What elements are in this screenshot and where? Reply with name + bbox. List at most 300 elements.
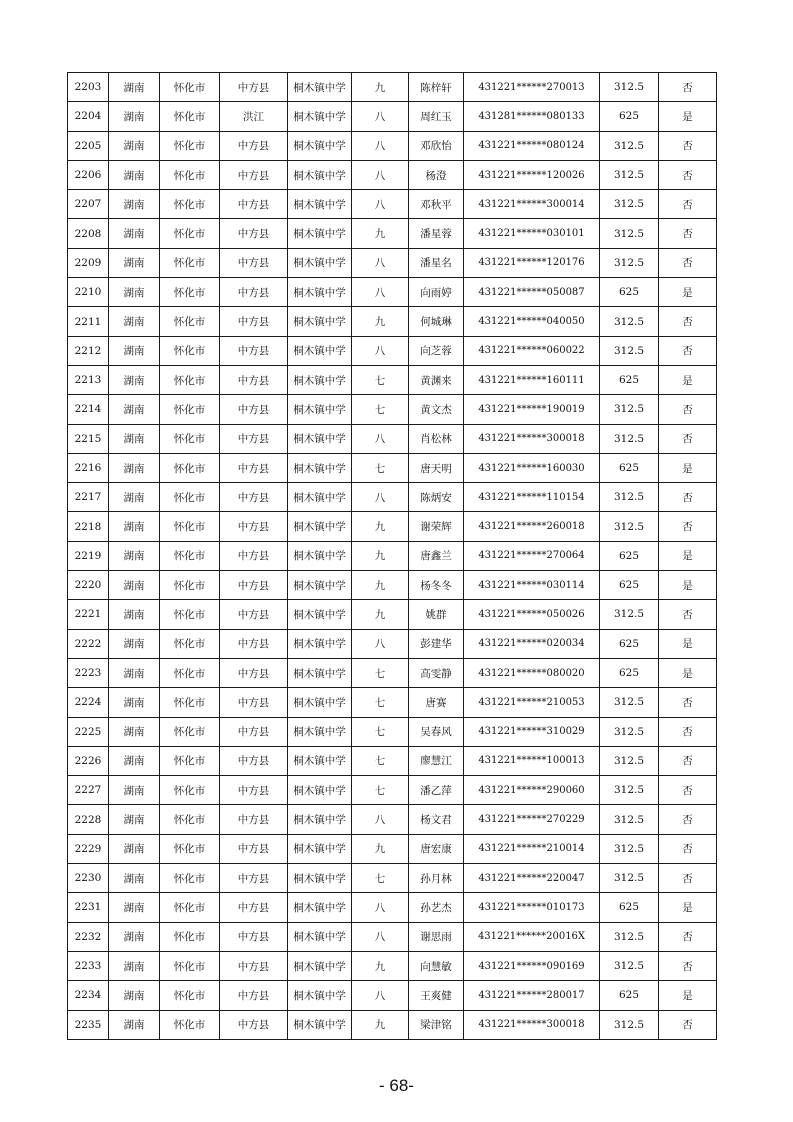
table-row bbox=[68, 834, 717, 863]
id-number-cell: 431221******300018 bbox=[464, 424, 600, 453]
grade-cell: 八 bbox=[352, 278, 409, 307]
flag-cell: 是 bbox=[659, 365, 717, 394]
student-name-cell: 向芝蓉 bbox=[409, 336, 464, 365]
table-row bbox=[68, 629, 717, 658]
province-cell: 湖南 bbox=[109, 131, 160, 160]
id-number-cell: 431221******080020 bbox=[464, 658, 600, 687]
city-cell: 怀化市 bbox=[160, 864, 220, 893]
id-number-cell: 431221******080124 bbox=[464, 131, 600, 160]
id-number-cell: 431221******120026 bbox=[464, 160, 600, 189]
school-cell: 桐木镇中学 bbox=[288, 922, 352, 951]
id-number-cell: 431221******050026 bbox=[464, 600, 600, 629]
grade-cell: 九 bbox=[352, 307, 409, 336]
school-cell: 桐木镇中学 bbox=[288, 541, 352, 570]
flag-cell: 是 bbox=[659, 453, 717, 482]
row-number-cell: 2223 bbox=[68, 658, 109, 687]
id-number-cell: 431221******270229 bbox=[464, 805, 600, 834]
table-row bbox=[68, 248, 717, 277]
province-cell: 湖南 bbox=[109, 776, 160, 805]
id-number-cell: 431221******300014 bbox=[464, 190, 600, 219]
city-cell: 怀化市 bbox=[160, 219, 220, 248]
city-cell: 怀化市 bbox=[160, 571, 220, 600]
county-cell: 中方县 bbox=[220, 776, 288, 805]
school-cell: 桐木镇中学 bbox=[288, 776, 352, 805]
table-row bbox=[68, 541, 717, 570]
id-number-cell: 431221******110154 bbox=[464, 483, 600, 512]
city-cell: 怀化市 bbox=[160, 746, 220, 775]
student-name-cell: 邓欣怡 bbox=[409, 131, 464, 160]
amount-cell: 312.5 bbox=[600, 834, 659, 863]
grade-cell: 八 bbox=[352, 336, 409, 365]
flag-cell: 否 bbox=[659, 717, 717, 746]
row-number-cell: 2209 bbox=[68, 248, 109, 277]
flag-cell: 是 bbox=[659, 658, 717, 687]
amount-cell: 312.5 bbox=[600, 336, 659, 365]
school-cell: 桐木镇中学 bbox=[288, 1010, 352, 1039]
province-cell: 湖南 bbox=[109, 629, 160, 658]
county-cell: 中方县 bbox=[220, 307, 288, 336]
row-number-cell: 2221 bbox=[68, 600, 109, 629]
province-cell: 湖南 bbox=[109, 73, 160, 102]
table-row bbox=[68, 746, 717, 775]
amount-cell: 625 bbox=[600, 629, 659, 658]
city-cell: 怀化市 bbox=[160, 776, 220, 805]
flag-cell: 是 bbox=[659, 981, 717, 1010]
id-number-cell: 431221******210053 bbox=[464, 688, 600, 717]
school-cell: 桐木镇中学 bbox=[288, 746, 352, 775]
amount-cell: 312.5 bbox=[600, 131, 659, 160]
table-row bbox=[68, 571, 717, 600]
id-number-cell: 431281******080133 bbox=[464, 102, 600, 131]
school-cell: 桐木镇中学 bbox=[288, 834, 352, 863]
province-cell: 湖南 bbox=[109, 688, 160, 717]
province-cell: 湖南 bbox=[109, 805, 160, 834]
grade-cell: 八 bbox=[352, 805, 409, 834]
id-number-cell: 431221******060022 bbox=[464, 336, 600, 365]
flag-cell: 否 bbox=[659, 424, 717, 453]
grade-cell: 八 bbox=[352, 424, 409, 453]
row-number-cell: 2216 bbox=[68, 453, 109, 482]
student-name-cell: 肖松林 bbox=[409, 424, 464, 453]
grade-cell: 七 bbox=[352, 658, 409, 687]
county-cell: 中方县 bbox=[220, 483, 288, 512]
flag-cell: 否 bbox=[659, 512, 717, 541]
province-cell: 湖南 bbox=[109, 160, 160, 189]
school-cell: 桐木镇中学 bbox=[288, 512, 352, 541]
table-row bbox=[68, 278, 717, 307]
school-cell: 桐木镇中学 bbox=[288, 248, 352, 277]
table-row bbox=[68, 424, 717, 453]
grade-cell: 八 bbox=[352, 102, 409, 131]
city-cell: 怀化市 bbox=[160, 717, 220, 746]
table-row bbox=[68, 219, 717, 248]
flag-cell: 否 bbox=[659, 805, 717, 834]
county-cell: 中方县 bbox=[220, 629, 288, 658]
page-number: - 68- bbox=[379, 1076, 414, 1095]
row-number-cell: 2232 bbox=[68, 922, 109, 951]
province-cell: 湖南 bbox=[109, 336, 160, 365]
table-row bbox=[68, 336, 717, 365]
row-number-cell: 2218 bbox=[68, 512, 109, 541]
table-row bbox=[68, 864, 717, 893]
amount-cell: 312.5 bbox=[600, 483, 659, 512]
amount-cell: 312.5 bbox=[600, 805, 659, 834]
id-number-cell: 431221******270013 bbox=[464, 73, 600, 102]
student-name-cell: 陈炳安 bbox=[409, 483, 464, 512]
amount-cell: 312.5 bbox=[600, 248, 659, 277]
id-number-cell: 431221******260018 bbox=[464, 512, 600, 541]
province-cell: 湖南 bbox=[109, 102, 160, 131]
grade-cell: 八 bbox=[352, 160, 409, 189]
county-cell: 中方县 bbox=[220, 541, 288, 570]
province-cell: 湖南 bbox=[109, 981, 160, 1010]
row-number-cell: 2233 bbox=[68, 951, 109, 980]
id-number-cell: 431221******220047 bbox=[464, 864, 600, 893]
id-number-cell: 431221******290060 bbox=[464, 776, 600, 805]
flag-cell: 否 bbox=[659, 190, 717, 219]
grade-cell: 九 bbox=[352, 600, 409, 629]
grade-cell: 七 bbox=[352, 453, 409, 482]
flag-cell: 是 bbox=[659, 893, 717, 922]
amount-cell: 312.5 bbox=[600, 395, 659, 424]
school-cell: 桐木镇中学 bbox=[288, 805, 352, 834]
city-cell: 怀化市 bbox=[160, 1010, 220, 1039]
id-number-cell: 431221******030101 bbox=[464, 219, 600, 248]
city-cell: 怀化市 bbox=[160, 981, 220, 1010]
grade-cell: 七 bbox=[352, 746, 409, 775]
flag-cell: 否 bbox=[659, 776, 717, 805]
province-cell: 湖南 bbox=[109, 453, 160, 482]
table-row bbox=[68, 307, 717, 336]
amount-cell: 312.5 bbox=[600, 951, 659, 980]
school-cell: 桐木镇中学 bbox=[288, 190, 352, 219]
grade-cell: 七 bbox=[352, 864, 409, 893]
city-cell: 怀化市 bbox=[160, 131, 220, 160]
amount-cell: 625 bbox=[600, 365, 659, 394]
grade-cell: 八 bbox=[352, 131, 409, 160]
county-cell: 中方县 bbox=[220, 1010, 288, 1039]
school-cell: 桐木镇中学 bbox=[288, 981, 352, 1010]
flag-cell: 是 bbox=[659, 541, 717, 570]
row-number-cell: 2210 bbox=[68, 278, 109, 307]
table-row bbox=[68, 73, 717, 102]
county-cell: 中方县 bbox=[220, 981, 288, 1010]
flag-cell: 否 bbox=[659, 834, 717, 863]
flag-cell: 否 bbox=[659, 131, 717, 160]
grade-cell: 九 bbox=[352, 541, 409, 570]
school-cell: 桐木镇中学 bbox=[288, 278, 352, 307]
student-name-cell: 杨澄 bbox=[409, 160, 464, 189]
id-number-cell: 431221******280017 bbox=[464, 981, 600, 1010]
school-cell: 桐木镇中学 bbox=[288, 336, 352, 365]
amount-cell: 312.5 bbox=[600, 600, 659, 629]
city-cell: 怀化市 bbox=[160, 629, 220, 658]
id-number-cell: 431221******120176 bbox=[464, 248, 600, 277]
county-cell: 中方县 bbox=[220, 571, 288, 600]
student-name-cell: 廖慧江 bbox=[409, 746, 464, 775]
province-cell: 湖南 bbox=[109, 746, 160, 775]
flag-cell: 否 bbox=[659, 395, 717, 424]
subsidy-table bbox=[67, 72, 717, 1040]
row-number-cell: 2213 bbox=[68, 365, 109, 394]
school-cell: 桐木镇中学 bbox=[288, 717, 352, 746]
student-name-cell: 唐天明 bbox=[409, 453, 464, 482]
grade-cell: 八 bbox=[352, 981, 409, 1010]
amount-cell: 625 bbox=[600, 278, 659, 307]
table-row bbox=[68, 395, 717, 424]
table-row bbox=[68, 453, 717, 482]
table-row bbox=[68, 981, 717, 1010]
city-cell: 怀化市 bbox=[160, 893, 220, 922]
flag-cell: 否 bbox=[659, 160, 717, 189]
id-number-cell: 431221******270064 bbox=[464, 541, 600, 570]
grade-cell: 九 bbox=[352, 73, 409, 102]
student-name-cell: 彭建华 bbox=[409, 629, 464, 658]
row-number-cell: 2224 bbox=[68, 688, 109, 717]
school-cell: 桐木镇中学 bbox=[288, 395, 352, 424]
school-cell: 桐木镇中学 bbox=[288, 600, 352, 629]
student-name-cell: 黄文杰 bbox=[409, 395, 464, 424]
county-cell: 中方县 bbox=[220, 864, 288, 893]
table-body bbox=[68, 73, 717, 1040]
row-number-cell: 2205 bbox=[68, 131, 109, 160]
row-number-cell: 2204 bbox=[68, 102, 109, 131]
student-name-cell: 周红玉 bbox=[409, 102, 464, 131]
student-name-cell: 吴春风 bbox=[409, 717, 464, 746]
county-cell: 中方县 bbox=[220, 746, 288, 775]
table-row bbox=[68, 600, 717, 629]
table-row bbox=[68, 717, 717, 746]
flag-cell: 否 bbox=[659, 1010, 717, 1039]
flag-cell: 否 bbox=[659, 248, 717, 277]
city-cell: 怀化市 bbox=[160, 424, 220, 453]
province-cell: 湖南 bbox=[109, 512, 160, 541]
city-cell: 怀化市 bbox=[160, 453, 220, 482]
school-cell: 桐木镇中学 bbox=[288, 365, 352, 394]
flag-cell: 否 bbox=[659, 688, 717, 717]
school-cell: 桐木镇中学 bbox=[288, 864, 352, 893]
table-row bbox=[68, 512, 717, 541]
school-cell: 桐木镇中学 bbox=[288, 73, 352, 102]
row-number-cell: 2208 bbox=[68, 219, 109, 248]
row-number-cell: 2228 bbox=[68, 805, 109, 834]
school-cell: 桐木镇中学 bbox=[288, 131, 352, 160]
student-name-cell: 黄渊来 bbox=[409, 365, 464, 394]
id-number-cell: 431221******300018 bbox=[464, 1010, 600, 1039]
row-number-cell: 2231 bbox=[68, 893, 109, 922]
province-cell: 湖南 bbox=[109, 248, 160, 277]
city-cell: 怀化市 bbox=[160, 395, 220, 424]
county-cell: 中方县 bbox=[220, 893, 288, 922]
grade-cell: 九 bbox=[352, 1010, 409, 1039]
id-number-cell: 431221******20016X bbox=[464, 922, 600, 951]
city-cell: 怀化市 bbox=[160, 483, 220, 512]
school-cell: 桐木镇中学 bbox=[288, 658, 352, 687]
flag-cell: 否 bbox=[659, 307, 717, 336]
county-cell: 中方县 bbox=[220, 600, 288, 629]
amount-cell: 312.5 bbox=[600, 746, 659, 775]
table-row bbox=[68, 1010, 717, 1039]
province-cell: 湖南 bbox=[109, 219, 160, 248]
city-cell: 怀化市 bbox=[160, 307, 220, 336]
table-row bbox=[68, 688, 717, 717]
county-cell: 中方县 bbox=[220, 688, 288, 717]
county-cell: 中方县 bbox=[220, 805, 288, 834]
row-number-cell: 2219 bbox=[68, 541, 109, 570]
row-number-cell: 2230 bbox=[68, 864, 109, 893]
id-number-cell: 431221******190019 bbox=[464, 395, 600, 424]
id-number-cell: 431221******040050 bbox=[464, 307, 600, 336]
grade-cell: 七 bbox=[352, 688, 409, 717]
city-cell: 怀化市 bbox=[160, 248, 220, 277]
province-cell: 湖南 bbox=[109, 483, 160, 512]
flag-cell: 否 bbox=[659, 73, 717, 102]
table-row bbox=[68, 893, 717, 922]
amount-cell: 312.5 bbox=[600, 190, 659, 219]
amount-cell: 312.5 bbox=[600, 922, 659, 951]
county-cell: 中方县 bbox=[220, 336, 288, 365]
flag-cell: 是 bbox=[659, 629, 717, 658]
county-cell: 中方县 bbox=[220, 717, 288, 746]
county-cell: 中方县 bbox=[220, 131, 288, 160]
city-cell: 怀化市 bbox=[160, 834, 220, 863]
grade-cell: 七 bbox=[352, 365, 409, 394]
amount-cell: 312.5 bbox=[600, 73, 659, 102]
flag-cell: 否 bbox=[659, 951, 717, 980]
school-cell: 桐木镇中学 bbox=[288, 688, 352, 717]
id-number-cell: 431221******160111 bbox=[464, 365, 600, 394]
province-cell: 湖南 bbox=[109, 1010, 160, 1039]
row-number-cell: 2234 bbox=[68, 981, 109, 1010]
row-number-cell: 2227 bbox=[68, 776, 109, 805]
amount-cell: 312.5 bbox=[600, 219, 659, 248]
county-cell: 洪江 bbox=[220, 102, 288, 131]
id-number-cell: 431221******030114 bbox=[464, 571, 600, 600]
id-number-cell: 431221******050087 bbox=[464, 278, 600, 307]
school-cell: 桐木镇中学 bbox=[288, 629, 352, 658]
province-cell: 湖南 bbox=[109, 834, 160, 863]
student-name-cell: 高雯静 bbox=[409, 658, 464, 687]
row-number-cell: 2206 bbox=[68, 160, 109, 189]
province-cell: 湖南 bbox=[109, 658, 160, 687]
row-number-cell: 2229 bbox=[68, 834, 109, 863]
county-cell: 中方县 bbox=[220, 453, 288, 482]
county-cell: 中方县 bbox=[220, 951, 288, 980]
table-row bbox=[68, 365, 717, 394]
table-row bbox=[68, 190, 717, 219]
county-cell: 中方县 bbox=[220, 922, 288, 951]
school-cell: 桐木镇中学 bbox=[288, 424, 352, 453]
school-cell: 桐木镇中学 bbox=[288, 160, 352, 189]
row-number-cell: 2211 bbox=[68, 307, 109, 336]
student-name-cell: 王爽健 bbox=[409, 981, 464, 1010]
city-cell: 怀化市 bbox=[160, 688, 220, 717]
student-name-cell: 向雨婷 bbox=[409, 278, 464, 307]
table-row bbox=[68, 951, 717, 980]
province-cell: 湖南 bbox=[109, 541, 160, 570]
row-number-cell: 2212 bbox=[68, 336, 109, 365]
amount-cell: 312.5 bbox=[600, 717, 659, 746]
city-cell: 怀化市 bbox=[160, 278, 220, 307]
city-cell: 怀化市 bbox=[160, 541, 220, 570]
id-number-cell: 431221******210014 bbox=[464, 834, 600, 863]
school-cell: 桐木镇中学 bbox=[288, 951, 352, 980]
city-cell: 怀化市 bbox=[160, 102, 220, 131]
flag-cell: 否 bbox=[659, 219, 717, 248]
row-number-cell: 2215 bbox=[68, 424, 109, 453]
table-row bbox=[68, 658, 717, 687]
school-cell: 桐木镇中学 bbox=[288, 102, 352, 131]
flag-cell: 否 bbox=[659, 336, 717, 365]
amount-cell: 625 bbox=[600, 453, 659, 482]
city-cell: 怀化市 bbox=[160, 190, 220, 219]
table-row bbox=[68, 776, 717, 805]
province-cell: 湖南 bbox=[109, 864, 160, 893]
grade-cell: 八 bbox=[352, 893, 409, 922]
student-name-cell: 潘星名 bbox=[409, 248, 464, 277]
amount-cell: 625 bbox=[600, 541, 659, 570]
county-cell: 中方县 bbox=[220, 365, 288, 394]
table-row bbox=[68, 102, 717, 131]
amount-cell: 625 bbox=[600, 981, 659, 1010]
grade-cell: 八 bbox=[352, 629, 409, 658]
county-cell: 中方县 bbox=[220, 424, 288, 453]
table-row bbox=[68, 131, 717, 160]
grade-cell: 八 bbox=[352, 922, 409, 951]
student-name-cell: 潘星蓉 bbox=[409, 219, 464, 248]
grade-cell: 九 bbox=[352, 951, 409, 980]
amount-cell: 625 bbox=[600, 658, 659, 687]
city-cell: 怀化市 bbox=[160, 951, 220, 980]
city-cell: 怀化市 bbox=[160, 336, 220, 365]
city-cell: 怀化市 bbox=[160, 922, 220, 951]
province-cell: 湖南 bbox=[109, 278, 160, 307]
row-number-cell: 2214 bbox=[68, 395, 109, 424]
id-number-cell: 431221******100013 bbox=[464, 746, 600, 775]
flag-cell: 是 bbox=[659, 278, 717, 307]
table-row bbox=[68, 922, 717, 951]
county-cell: 中方县 bbox=[220, 395, 288, 424]
student-name-cell: 谢思雨 bbox=[409, 922, 464, 951]
county-cell: 中方县 bbox=[220, 160, 288, 189]
grade-cell: 九 bbox=[352, 834, 409, 863]
province-cell: 湖南 bbox=[109, 951, 160, 980]
county-cell: 中方县 bbox=[220, 219, 288, 248]
student-name-cell: 谢荣辉 bbox=[409, 512, 464, 541]
amount-cell: 312.5 bbox=[600, 776, 659, 805]
id-number-cell: 431221******010173 bbox=[464, 893, 600, 922]
row-number-cell: 2203 bbox=[68, 73, 109, 102]
student-name-cell: 杨文君 bbox=[409, 805, 464, 834]
flag-cell: 否 bbox=[659, 746, 717, 775]
city-cell: 怀化市 bbox=[160, 512, 220, 541]
amount-cell: 312.5 bbox=[600, 1010, 659, 1039]
student-name-cell: 向慧敏 bbox=[409, 951, 464, 980]
student-name-cell: 杨冬冬 bbox=[409, 571, 464, 600]
province-cell: 湖南 bbox=[109, 717, 160, 746]
province-cell: 湖南 bbox=[109, 571, 160, 600]
grade-cell: 八 bbox=[352, 190, 409, 219]
county-cell: 中方县 bbox=[220, 512, 288, 541]
student-name-cell: 潘乙萍 bbox=[409, 776, 464, 805]
amount-cell: 312.5 bbox=[600, 864, 659, 893]
school-cell: 桐木镇中学 bbox=[288, 571, 352, 600]
student-name-cell: 姚群 bbox=[409, 600, 464, 629]
school-cell: 桐木镇中学 bbox=[288, 453, 352, 482]
table-row bbox=[68, 805, 717, 834]
table-row bbox=[68, 483, 717, 512]
county-cell: 中方县 bbox=[220, 658, 288, 687]
